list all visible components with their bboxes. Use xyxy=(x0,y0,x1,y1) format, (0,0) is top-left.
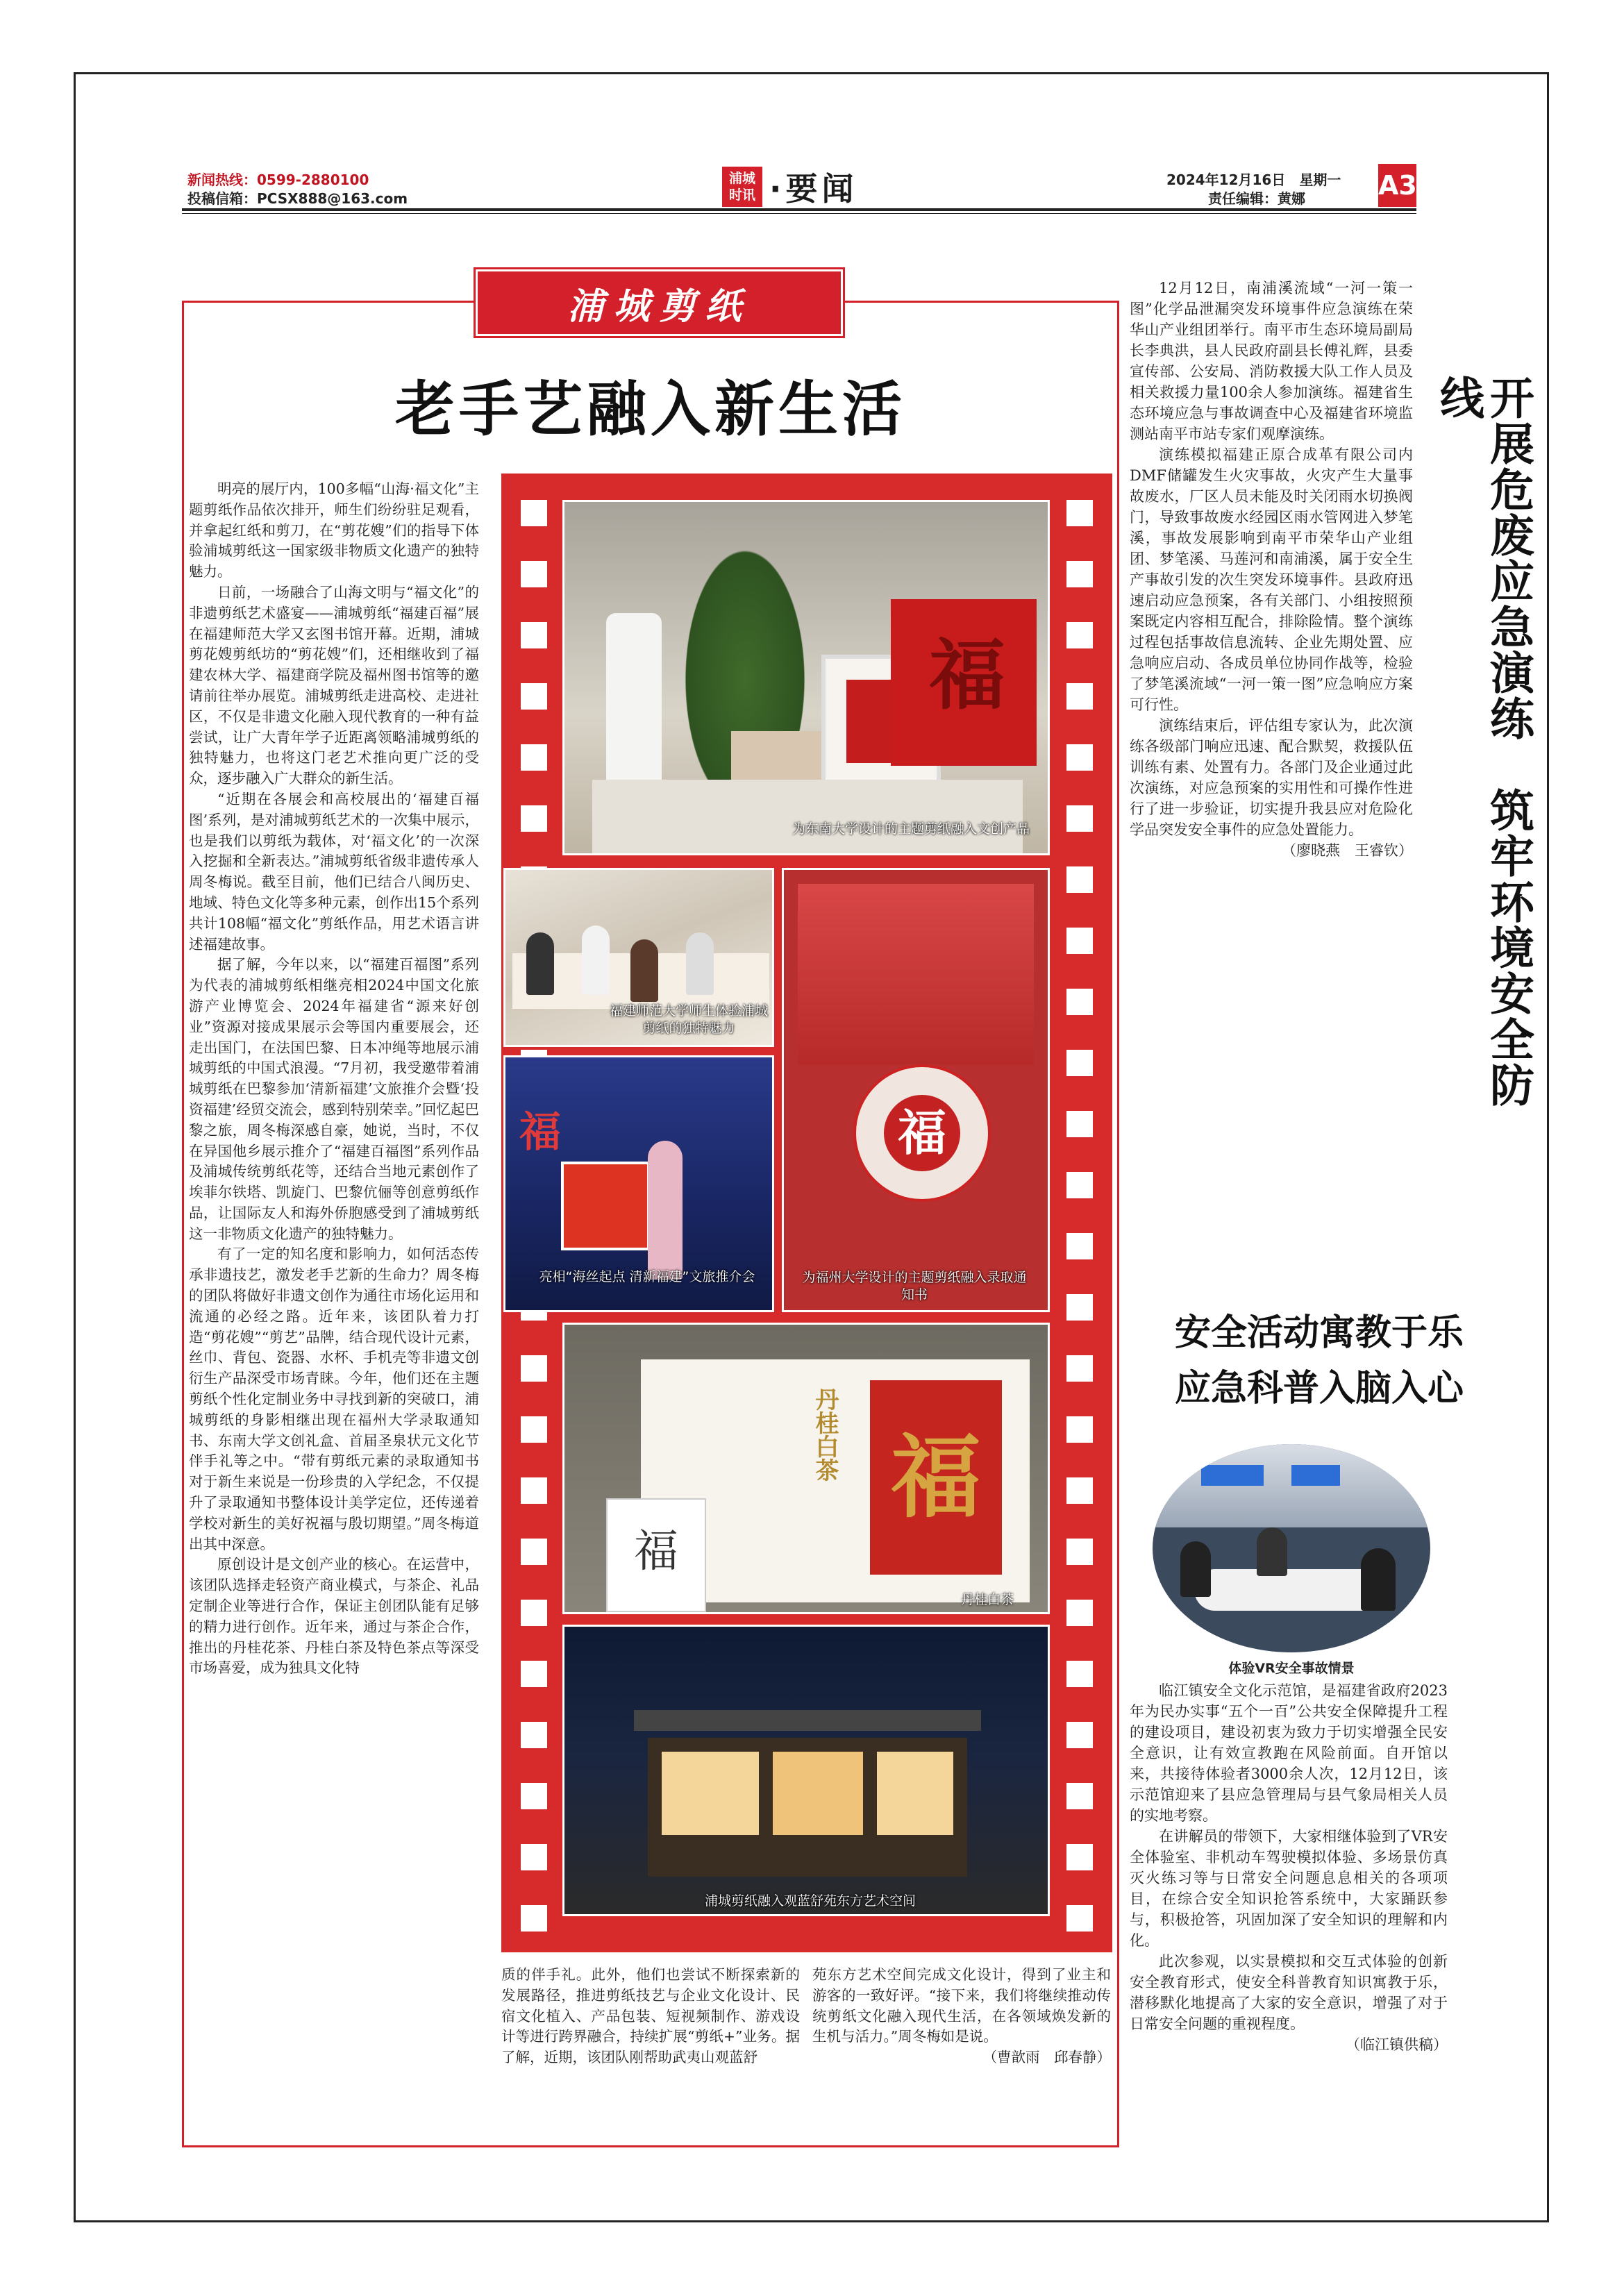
article-paragraph: 有了一定的知名度和影响力，如何活态传承非遗技艺，激发老手艺新的生命力？周冬梅的团队将做好非遗文创作为通往市场化运用和流通的必经之路。近年来，该团队着力打造“剪花嫂”“剪艺”品牌，结合现代设计元素，丝巾、背包、瓷器、水杯、手机壳等非遗文创衍生产品深受市场青睐。今年，他们还在主题剪纸个性化定制业务中寻找到新的突破口，浦城剪纸的身影相继出现在福州大学录取通知书、东南大学文创礼盒、首届圣泉状元文化节伴手礼等之中。“带有剪纸元素的录取通知书对于新生来说是一份珍贵的入学纪念，不仅提升了录取通知书整体设计美学定位，还传递着学校对新生的美好祝福与殷切期望。”周冬梅道出其中深意。 xyxy=(189,1246,479,1552)
film-sprocket-hole xyxy=(1066,1233,1093,1259)
issue-date: 2024年12月16日 星期一 xyxy=(1166,171,1341,188)
section-name: ·要闻 xyxy=(769,170,858,208)
film-sprocket-hole xyxy=(1066,500,1093,526)
caption-photo2: 福建师范大学师生体验浦城剪纸的独特魅力 xyxy=(609,1003,768,1036)
tea-box: 丹桂白茶 福 xyxy=(641,1359,1030,1602)
right-article-byline: （廖晓燕 王睿钦） xyxy=(1282,842,1413,859)
film-sprocket-hole xyxy=(1066,1050,1093,1076)
red-card: 福 xyxy=(891,599,1037,766)
film-sprocket-hole xyxy=(1066,1539,1093,1565)
right-article-title: 开展危废应急演练 筑牢环境安全防线 xyxy=(1432,375,1534,1108)
article-paragraph: 演练模拟福建正原合成革有限公司内DMF储罐发生火灾事故，火灾产生大量事故废水，厂区人员未能及时关闭雨水切换阀门，导致事故废水经园区雨水管网进入梦笔溪，事故发展影响到南平市荣华山产业组团、梦笔溪、马莲河和南浦溪，属于安全生产事故引发的次生突发环境事件。县政府迅速启动应急预案，各有关部门、小组按照预案既定内容相互配合，排除险情。整个演练过程包括事故信息流转、企业先期处置、应急响应启动、各成员单位协同作战等，检验了梦笔溪流域“一河一策一图”应急响应方案可行性。 xyxy=(1130,446,1413,713)
film-sprocket-hole xyxy=(1066,989,1093,1015)
film-sprocket-hole xyxy=(521,561,547,587)
main-byline: （曹歆雨 邱春静） xyxy=(982,2049,1111,2066)
caption-photo4: 亮相“海丝起点 清新福建”文旅推介会 xyxy=(539,1269,755,1284)
film-strip-collage xyxy=(501,474,1112,1952)
film-sprocket-hole xyxy=(521,1844,547,1870)
article-paragraph: 明亮的展厅内，100多幅“山海·福文化”主题剪纸作品依次排开，师生们纷纷驻足观看，并拿起红纸和剪刀，在“剪花嫂”们的指导下体验浦城剪纸这一国家级非物质文化遗产的独特魅力。 xyxy=(189,480,479,580)
film-sprocket-hole xyxy=(521,622,547,648)
film-sprocket-hole xyxy=(1066,1172,1093,1198)
article-paragraph: “近期在各展会和高校展出的‘福建百福图’系列，是对浦城剪纸艺术的一次集中展示，也是我们以剪纸为载体，对‘福文化’的一次深入挖掘和全新表达。”浦城剪纸省级非遗传承人周冬梅说。截至目前，他们已结合八闽历史、地域、特色文化等多种元素，创作出15个系列共计108幅“福文化”剪纸作品，用艺术语言讲述福建故事。 xyxy=(189,790,479,953)
article-paragraph: 12月12日，南浦溪流域“一河一策一图”化学品泄漏突发环境事件应急演练在荣华山产业组团举行。南平市生态环境局副局长李典洪，县人民政府副县长傅礼辉，县委宣传部、公安局、消防救援大队工作人员及相关救援力量100余人参加演练。福建省生态环境应急与事故调查中心及福建省环境监测站南平市站专家们观摩演练。 xyxy=(1130,280,1413,442)
film-sprocket-hole xyxy=(521,744,547,771)
title-line: 应急科普入脑入心 xyxy=(1174,1368,1464,1409)
film-sprocket-hole xyxy=(1066,866,1093,893)
article-paragraph: 日前，一场融合了山海文明与“福文化”的非遗剪纸艺术盛宴——浦城剪纸“福建百福”展在福建师范大学又玄图书馆开幕。近期，浦城剪花嫂剪纸坊的“剪花嫂”们，还相继收到了福建农林大学、福建商学院及福州图书馆等的邀请前往举办展览。浦城剪纸走进高校、走进社区，不仅是非遗文化融入现代教育的一种有益尝试，让广大青年学子近距离领略浦城剪纸的独特魅力，也将这门老艺术推向更广泛的受众，逐步融入广大群众的新生活。 xyxy=(189,583,479,787)
film-sprocket-hole xyxy=(521,1539,547,1565)
film-sprocket-hole xyxy=(521,805,547,832)
film-sprocket-hole xyxy=(521,1783,547,1809)
header-meta xyxy=(1166,171,1341,208)
film-sprocket-hole xyxy=(1066,1600,1093,1626)
responsible-editor: 责任编辑：黄娜 xyxy=(1208,190,1305,207)
caption-photo3: 为福州大学设计的主题剪纸融入录取通知书 xyxy=(802,1270,1027,1302)
film-sprocket-hole xyxy=(1066,1294,1093,1321)
photo-art-space xyxy=(562,1625,1050,1916)
safety-article-title xyxy=(1125,1305,1514,1416)
film-sprocket-hole xyxy=(1066,1783,1093,1809)
film-sprocket-hole xyxy=(1066,744,1093,771)
vr-experience-photo xyxy=(1153,1444,1430,1652)
article-continuation-col3 xyxy=(812,1965,1111,2068)
article-paragraph: 苑东方艺术空间完成文化设计，得到了业主和游客的一致好评。“接下来，我们将继续推动传统剪纸文化融入现代生活，在各领域焕发新的生机与活力。”周冬梅如是说。 xyxy=(812,1966,1111,2045)
film-sprocket-hole xyxy=(521,1416,547,1443)
article-paragraph: 此次参观，以实景模拟和交互式体验的创新安全教育形式，使安全科普教育知识寓教于乐，潜移默化地提高了大家的安全意识，增强了对于日常安全问题的重视程度。 xyxy=(1130,1953,1448,2032)
safety-article-byline: （临江镇供稿） xyxy=(1346,2036,1448,2053)
main-headline: 老手艺融入新生活 xyxy=(395,375,906,444)
film-sprocket-hole xyxy=(1066,1111,1093,1137)
film-sprocket-hole xyxy=(1066,1416,1093,1443)
film-sprocket-hole xyxy=(521,1355,547,1382)
page-number: A3 xyxy=(1378,164,1416,207)
photo-admission-letter xyxy=(782,868,1050,1312)
film-sprocket-hole xyxy=(521,1661,547,1687)
header-rule xyxy=(182,208,1416,211)
masthead-logo: 浦城 时讯 xyxy=(722,167,762,207)
article-paragraph: 原创设计是文创产业的核心。在运营中，该团队选择走轻资产商业模式，与茶企、礼品定制企业等进行合作，保证主创团队能有足够的精力进行创作。近年来，通过与茶企合作，推出的丹桂花茶、丹桂白茶及特色茶点等深受市场喜爱，成为独具文化特 xyxy=(189,1556,479,1677)
film-sprocket-hole xyxy=(1066,683,1093,710)
article-paragraph: 质的伴手礼。此外，他们也尝试不断探索新的发展路径，推进剪纸技艺与企业文化设计、民宿文化植入、产品包装、短视频制作、游戏设计等进行跨界融合，持续扩展“剪纸+”业务。据了解，近期，该团队刚帮助武夷山观蓝舒 xyxy=(501,1966,800,2066)
film-sprocket-hole xyxy=(521,1722,547,1748)
header-rule-thin xyxy=(182,213,1416,214)
round-papercut: 福 xyxy=(853,1064,991,1202)
news-hotline: 新闻热线：0599-2880100 xyxy=(187,171,369,188)
header-masthead xyxy=(722,164,857,210)
photo-promotion-event: 福 xyxy=(503,1055,774,1312)
main-article-body xyxy=(189,479,479,2138)
right-article-body xyxy=(1130,278,1413,1264)
film-sprocket-hole xyxy=(1066,928,1093,954)
film-sprocket-hole xyxy=(521,1600,547,1626)
photo-tea-package xyxy=(562,1323,1050,1614)
header-contact xyxy=(187,171,408,208)
column-banner: 浦城剪纸 xyxy=(476,269,843,336)
film-sprocket-hole xyxy=(1066,1905,1093,1932)
article-continuation-col2 xyxy=(501,1965,800,2068)
film-sprocket-hole xyxy=(1066,1477,1093,1504)
film-sprocket-hole xyxy=(521,683,547,710)
caption-photo5: 丹桂白茶 xyxy=(960,1592,1014,1607)
tea-bag: 福 xyxy=(606,1498,706,1612)
safety-article-body xyxy=(1130,1680,1448,2145)
film-sprocket-hole xyxy=(1066,1661,1093,1687)
film-sprocket-hole xyxy=(1066,561,1093,587)
film-sprocket-hole xyxy=(521,500,547,526)
article-paragraph: 临江镇安全文化示范馆，是福建省政府2023年为民办实事“五个一百”公共安全保障提升工程的建设项目，建设初衷为致力于切实增强全民安全意识，让有效宣教跑在风险前面。自开馆以来，共接待体验者3000余人次，12月12日，该示范馆迎来了县应急管理局与县气象局相关人员的实地考察。 xyxy=(1130,1682,1448,1824)
film-sprocket-hole xyxy=(1066,1722,1093,1748)
caption-photo6: 浦城剪纸融入观蓝舒苑东方艺术空间 xyxy=(704,1893,916,1909)
article-paragraph: 演练结束后，评估组专家认为，此次演练各级部门响应迅速、配合默契，救援队伍训练有素、处置有力。各部门及企业通过此次演练，对应急预案的实用性和可操作性进行了进一步验证，切实提升我县应对危险化学品突发安全事件的应急处置能力。 xyxy=(1130,717,1413,838)
vr-photo-caption: 体验VR安全事故情景 xyxy=(1228,1661,1355,1676)
film-sprocket-hole xyxy=(521,1905,547,1932)
film-sprocket-hole xyxy=(1066,1355,1093,1382)
film-sprocket-hole xyxy=(521,1477,547,1504)
photo-cultural-products xyxy=(562,500,1050,855)
film-sprocket-hole xyxy=(1066,1844,1093,1870)
title-line: 安全活动寓教于乐 xyxy=(1174,1312,1464,1354)
article-paragraph: 在讲解员的带领下，大家相继体验到了VR安全体验室、非机动车驾驶模拟体验、多场景仿真灭火练习等与日常安全问题息息相关的各项项目，在综合安全知识抢答系统中，大家踊跃参与，积极抢答，巩固加深了安全知识的理解和内化。 xyxy=(1130,1828,1448,1949)
film-sprocket-hole xyxy=(1066,622,1093,648)
submission-email: 投稿信箱：PCSX888@163.com xyxy=(187,190,408,207)
article-paragraph: 据了解，今年以来，以“福建百福图”系列为代表的浦城剪纸相继亮相2024中国文化旅游产业博览会、2024年福建省“源来好创业”资源对接成果展示会等国内重要展会，还走出国门，在法国巴黎、日本冲绳等地展示浦城剪纸的中国式浪漫。“7月初，我受邀带着浦城剪纸在巴黎参加‘清新福建’文旅推介会暨‘投资福建’经贸交流会，感到特别荣幸。”回忆起巴黎之旅，周冬梅深感自豪，她说，当时，不仅在异国他乡展示推介了“福建百福图”系列作品及浦城传统剪纸花等，还结合当地元素创作了埃菲尔铁塔、凯旋门、巴黎伉俪等创意剪纸作品，让国际友人和海外侨胞感受到了浦城剪纸这一非物质文化遗产的独特魅力。 xyxy=(189,956,479,1242)
film-sprocket-hole xyxy=(1066,805,1093,832)
caption-photo1: 为东南大学设计的主题剪纸融入文创产品 xyxy=(792,821,1030,837)
